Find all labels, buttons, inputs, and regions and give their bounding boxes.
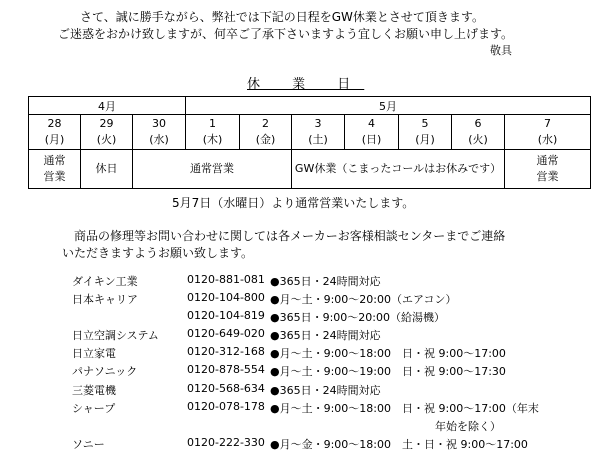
day-weekday: (木) bbox=[202, 133, 223, 146]
day-cell bbox=[186, 115, 240, 150]
day-weekday: (金) bbox=[255, 133, 276, 146]
phone-number: 0120-104-800 bbox=[187, 291, 265, 305]
day-weekday: (月) bbox=[415, 133, 435, 146]
phone-number: 0120-878-554 bbox=[187, 363, 265, 377]
service-hours: ●月～土・9:00～18:00 日・祝 9:00～17:00 bbox=[270, 347, 506, 361]
day-date: 3 bbox=[314, 117, 322, 130]
month-header: 5月 bbox=[186, 97, 591, 115]
day-date: 29 bbox=[99, 117, 114, 130]
day-date: 4 bbox=[368, 117, 376, 130]
intro-line-2: ご迷惑をおかけ致しますが、何卒ご了承下さいますよう宜しくお願い申し上げます。 bbox=[58, 27, 514, 41]
phone-number: 0120-881-081 bbox=[187, 273, 265, 286]
status-cell: 通常 営業 bbox=[29, 150, 81, 189]
intro-line-1: さて、誠に勝手ながら、弊社では下記の日程をGW休業とさせて頂きます。 bbox=[80, 10, 484, 24]
phone-number: 0120-649-020 bbox=[187, 327, 265, 341]
service-hours: ●365日・24時間対応 bbox=[270, 383, 381, 397]
day-cell bbox=[345, 115, 399, 150]
service-hours: ●月～土・9:00～20:00（エアコン） bbox=[270, 293, 457, 307]
manufacturer-name: 日本キャリア bbox=[72, 293, 138, 307]
manufacturer-name: ダイキン工業 bbox=[72, 275, 138, 288]
phone-number: 0120-312-168 bbox=[187, 345, 265, 359]
manufacturer-name: シャープ bbox=[72, 401, 116, 415]
status-cell: GW休業（こまったコールはお休みです） bbox=[292, 150, 505, 189]
repair-notice-line-1: 商品の修理等お問い合わせに関しては各メーカーお客様相談センターまでご連絡 bbox=[74, 229, 506, 243]
day-weekday: (月) bbox=[44, 133, 65, 146]
manufacturer-name: 日立家電 bbox=[72, 347, 116, 361]
day-weekday: (火) bbox=[468, 133, 488, 146]
status-cell: 通常 営業 bbox=[505, 150, 591, 189]
day-cell bbox=[81, 115, 133, 150]
day-cell bbox=[505, 115, 591, 150]
day-date: 28 bbox=[47, 117, 62, 130]
manufacturer-name: 日立空調システム bbox=[72, 329, 159, 343]
status-row bbox=[29, 150, 591, 189]
day-date: 5 bbox=[421, 117, 429, 130]
day-cell bbox=[240, 115, 292, 150]
month-row bbox=[29, 97, 591, 115]
phone-number: 0120-222-330 bbox=[187, 435, 265, 449]
month-header: 4月 bbox=[29, 97, 186, 115]
day-cell bbox=[29, 115, 81, 150]
service-hours: ●月～土・9:00～18:00 日・祝 9:00～17:00（年末 bbox=[270, 401, 539, 415]
day-date: 2 bbox=[262, 117, 270, 130]
day-cell bbox=[399, 115, 452, 150]
day-date: 6 bbox=[474, 117, 482, 130]
resume-notice: 5月7日（水曜日）より通常営業いたします。 bbox=[172, 196, 415, 210]
day-date: 1 bbox=[209, 117, 217, 130]
repair-notice-line-2: いただきますようお願い致します。 bbox=[62, 246, 254, 260]
manufacturer-name: 三菱電機 bbox=[72, 383, 116, 397]
day-cell bbox=[292, 115, 345, 150]
service-hours: ●365日・24時間対応 bbox=[270, 275, 381, 288]
manufacturer-name: パナソニック bbox=[72, 365, 138, 379]
service-hours: ●365日・24時間対応 bbox=[270, 329, 381, 343]
phone-number: 0120-104-819 bbox=[187, 309, 265, 323]
closing-salutation: 敬具 bbox=[490, 44, 512, 57]
service-hours: ●月～金・9:00～18:00 土・日・祝 9:00～17:00 bbox=[270, 437, 528, 451]
day-cell bbox=[133, 115, 186, 150]
day-weekday: (水) bbox=[149, 133, 169, 146]
status-cell: 休日 bbox=[81, 150, 133, 189]
day-cell bbox=[452, 115, 505, 150]
day-weekday: (日) bbox=[361, 133, 382, 146]
manufacturer-name: ソニー bbox=[72, 437, 105, 451]
holiday-title: 休 業 日 bbox=[247, 77, 365, 92]
day-date: 7 bbox=[544, 117, 552, 130]
day-date: 30 bbox=[152, 117, 166, 130]
date-row bbox=[29, 115, 591, 150]
service-hours: ●月～土・9:00～19:00 日・祝 9:00～17:30 bbox=[270, 365, 506, 379]
holiday-calendar bbox=[28, 96, 591, 189]
service-hours: ●365日・9:00～20:00（給湯機） bbox=[270, 311, 445, 325]
service-hours: 年始を除く） bbox=[270, 419, 501, 433]
phone-number: 0120-568-634 bbox=[187, 381, 265, 395]
status-cell: 通常営業 bbox=[133, 150, 292, 189]
day-weekday: (火) bbox=[96, 133, 117, 146]
phone-number: 0120-078-178 bbox=[187, 399, 265, 413]
day-weekday: (水) bbox=[537, 133, 558, 146]
day-weekday: (土) bbox=[308, 133, 328, 146]
